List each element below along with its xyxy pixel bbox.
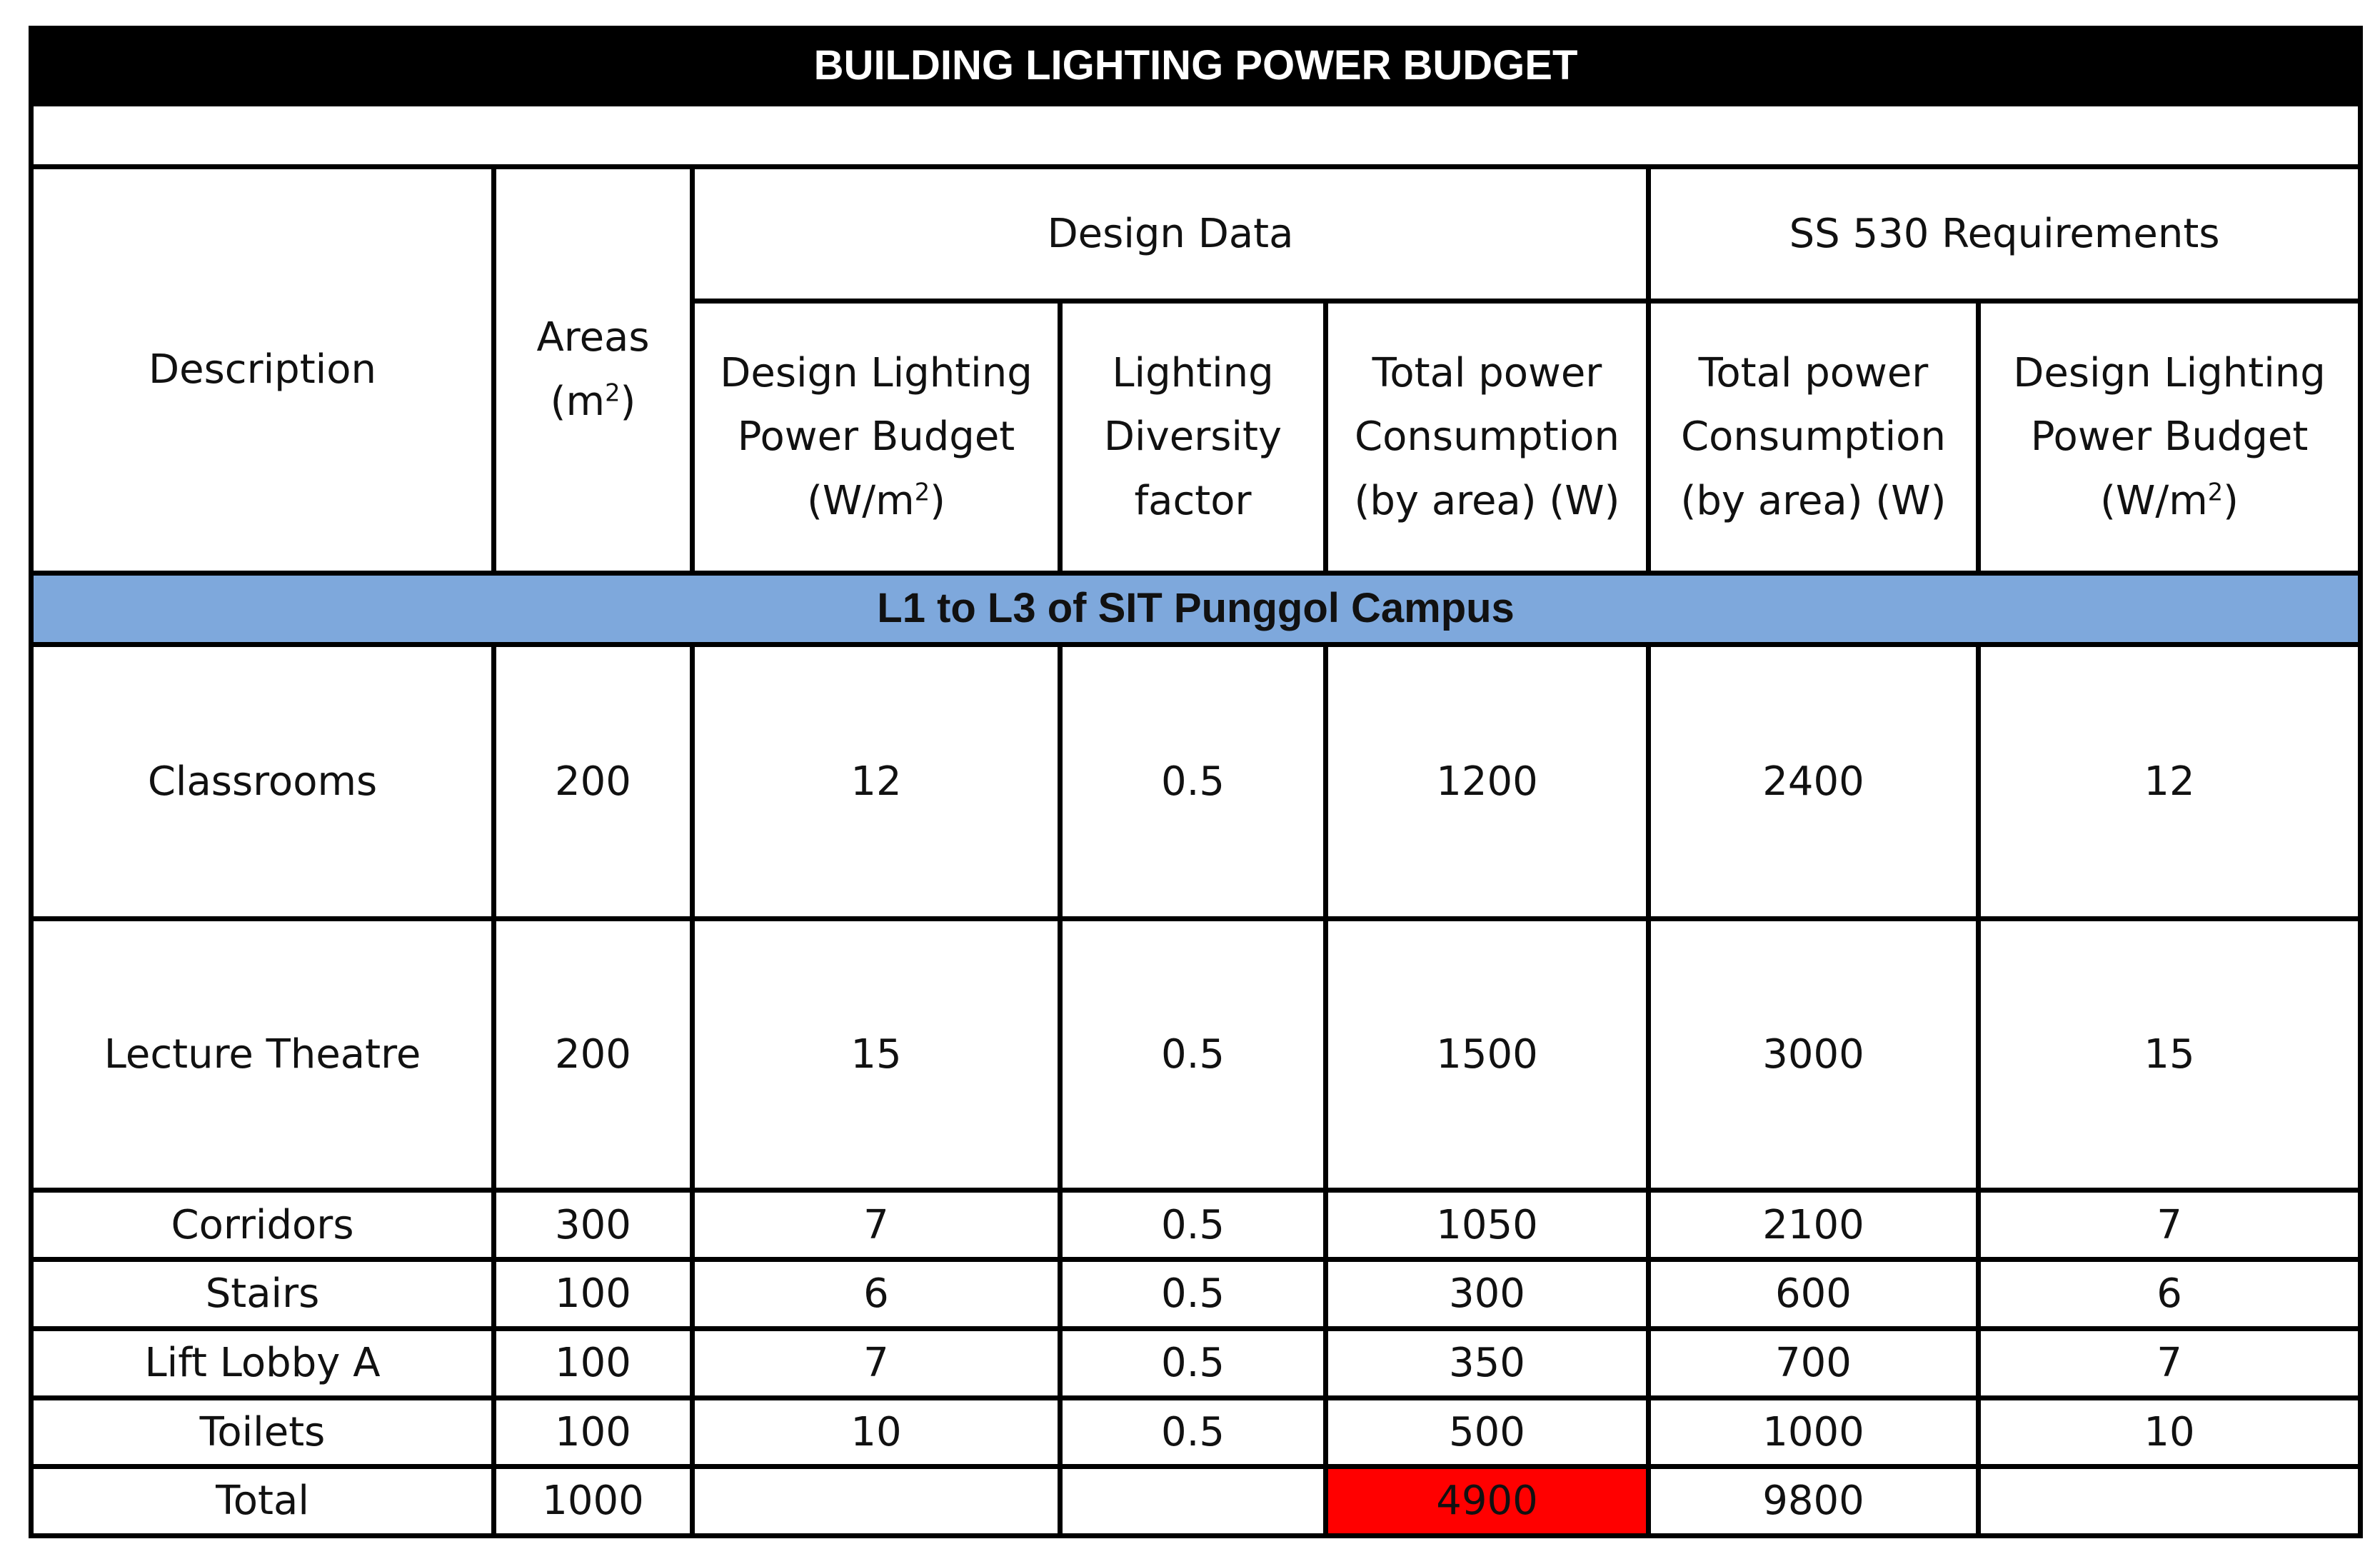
total-label: Total: [31, 1467, 494, 1536]
cell-description: Classrooms: [31, 644, 494, 918]
header-ss530-total-power-consumption: Total power Consumption (by area) (W): [1649, 301, 1979, 573]
cell-diversity-factor: 0.5: [1060, 1260, 1326, 1329]
total-power-highlighted: 4900: [1326, 1467, 1649, 1536]
cell-design-lpb: 15: [693, 919, 1060, 1190]
cell-total-power: 1500: [1326, 919, 1649, 1190]
header-lighting-diversity-factor: Lighting Diversity factor: [1060, 301, 1326, 573]
header-group-ss530: SS 530 Requirements: [1649, 167, 2361, 301]
cell-total-power: 1200: [1326, 644, 1649, 918]
cell-design-lpb: 7: [693, 1328, 1060, 1398]
cell-diversity-factor: 0.5: [1060, 1398, 1326, 1467]
cell-design-lpb: 6: [693, 1260, 1060, 1329]
total-diversity-factor: [1060, 1467, 1326, 1536]
cell-description: Lift Lobby A: [31, 1328, 494, 1398]
cell-description: Lecture Theatre: [31, 919, 494, 1190]
total-design-lpb: [693, 1467, 1060, 1536]
cell-total-power: 300: [1326, 1260, 1649, 1329]
cell-area: 100: [494, 1328, 693, 1398]
table-row: [31, 919, 2361, 1190]
cell-area: 300: [494, 1190, 693, 1260]
lighting-budget-sheet: [29, 26, 2358, 1538]
table-row: [31, 1190, 2361, 1260]
cell-description: Stairs: [31, 1260, 494, 1329]
cell-diversity-factor: 0.5: [1060, 1190, 1326, 1260]
cell-ss530-total-power: 700: [1649, 1328, 1979, 1398]
table-title: BUILDING LIGHTING POWER BUDGET: [31, 29, 2361, 104]
header-design-lighting-power-budget: Design Lighting Power Budget $(W/m^2)$: [693, 301, 1060, 573]
header-ss530-design-lighting-power-budget: Design Lighting Power Budget $(W/m^2)$: [1979, 301, 2361, 573]
cell-ss530-total-power: 2400: [1649, 644, 1979, 918]
cell-ss530-lpb: 7: [1979, 1190, 2361, 1260]
cell-area: 200: [494, 919, 693, 1190]
cell-ss530-lpb: 7: [1979, 1328, 2361, 1398]
cell-diversity-factor: 0.5: [1060, 644, 1326, 918]
total-ss530-power: 9800: [1649, 1467, 1979, 1536]
lighting-power-budget-table: [29, 26, 2363, 1538]
cell-ss530-lpb: 10: [1979, 1398, 2361, 1467]
cell-description: Corridors: [31, 1190, 494, 1260]
cell-ss530-total-power: 2100: [1649, 1190, 1979, 1260]
cell-ss530-total-power: 1000: [1649, 1398, 1979, 1467]
total-row: [31, 1467, 2361, 1536]
cell-ss530-total-power: 600: [1649, 1260, 1979, 1329]
cell-ss530-lpb: 15: [1979, 919, 2361, 1190]
cell-total-power: 1050: [1326, 1190, 1649, 1260]
table-row: [31, 1398, 2361, 1467]
section-header: L1 to L3 of SIT Punggol Campus: [31, 573, 2361, 644]
cell-ss530-total-power: 3000: [1649, 919, 1979, 1190]
cell-ss530-lpb: 12: [1979, 644, 2361, 918]
cell-area: 100: [494, 1398, 693, 1467]
cell-area: 200: [494, 644, 693, 918]
total-area: 1000: [494, 1467, 693, 1536]
header-group-design-data: Design Data: [693, 167, 1649, 301]
header-total-power-consumption: Total power Consumption (by area) (W): [1326, 301, 1649, 573]
table-row: [31, 644, 2361, 918]
header-areas-label: Areas: [536, 314, 650, 361]
cell-design-lpb: 12: [693, 644, 1060, 918]
cell-design-lpb: 7: [693, 1190, 1060, 1260]
cell-ss530-lpb: 6: [1979, 1260, 2361, 1329]
cell-diversity-factor: 0.5: [1060, 1328, 1326, 1398]
header-areas: [494, 167, 693, 573]
table-row: [31, 1328, 2361, 1398]
total-ss530-lpb: [1979, 1467, 2361, 1536]
blank-row: [31, 104, 2361, 167]
cell-total-power: 350: [1326, 1328, 1649, 1398]
cell-area: 100: [494, 1260, 693, 1329]
cell-total-power: 500: [1326, 1398, 1649, 1467]
cell-diversity-factor: 0.5: [1060, 919, 1326, 1190]
cell-design-lpb: 10: [693, 1398, 1060, 1467]
header-description: Description: [31, 167, 494, 573]
cell-description: Toilets: [31, 1398, 494, 1467]
header-areas-unit: $(m^2)$: [550, 378, 636, 425]
table-row: [31, 1260, 2361, 1329]
